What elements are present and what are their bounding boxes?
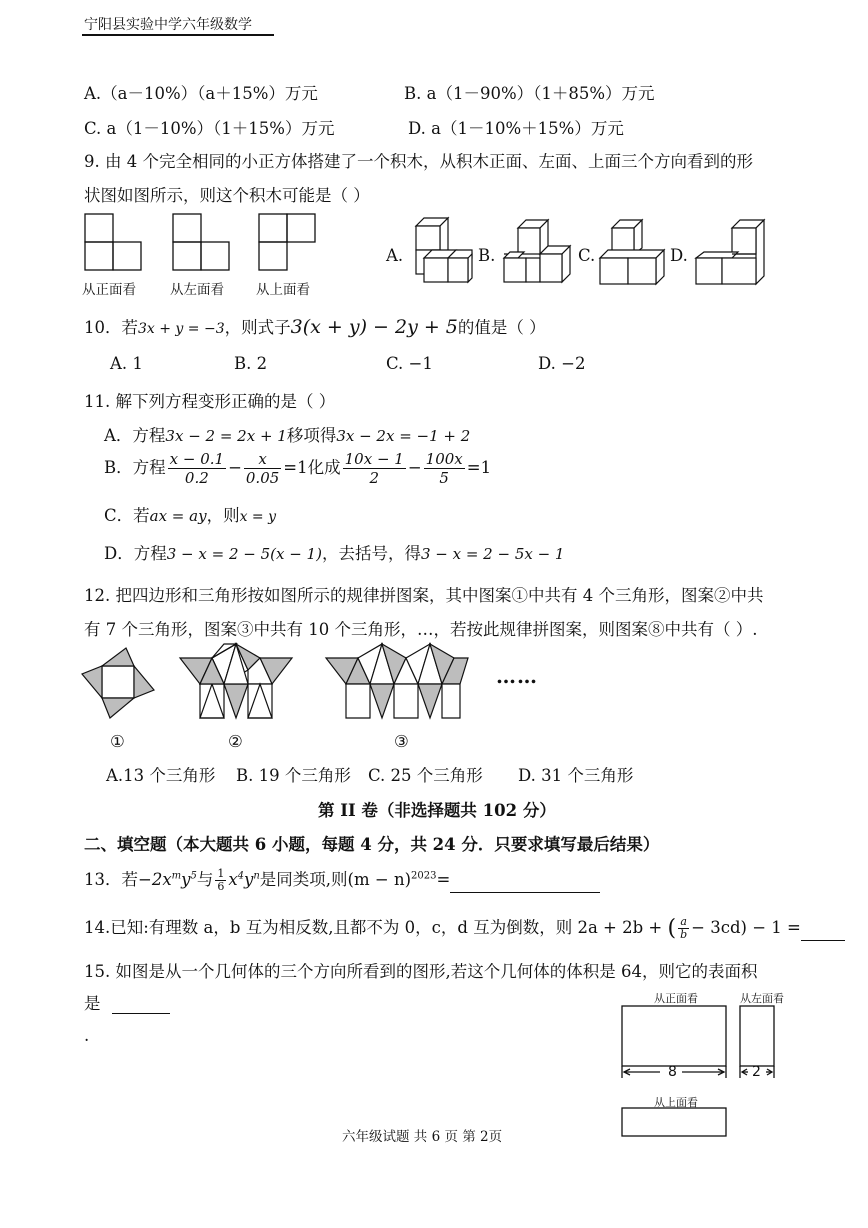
q13-stem xyxy=(84,866,600,893)
q10-option-c: C. −1 xyxy=(386,354,433,373)
q11-b-eq2: =1 xyxy=(466,458,492,477)
q9-option-a-label: A. xyxy=(386,246,404,265)
q15-left-view-caption: 从左面看 xyxy=(740,992,784,1005)
q12-pattern-3 xyxy=(324,642,470,720)
q13-prefix: 13．若 xyxy=(84,870,138,889)
q13-term1: $-2x^my^5$ xyxy=(138,870,197,889)
q8-option-c: C. a（1－10%）（1＋15%）万元 xyxy=(84,119,335,138)
q11-b-fraction-3: $\frac{10x - 1}{2}$ xyxy=(344,450,404,487)
q9-option-d-label: D. xyxy=(670,246,688,265)
q15-front-left-views xyxy=(620,1004,790,1084)
q8-option-d: D. a（1－10%＋15%）万元 xyxy=(408,119,624,138)
q11-b-prefix: B．方程 xyxy=(104,458,166,477)
q12-pattern-2 xyxy=(178,642,294,720)
q14-fraction: $\frac{a}{b}$ xyxy=(680,915,688,941)
q12-pattern-3-label: ③ xyxy=(394,732,409,751)
q9-top-view-caption: 从上面看 xyxy=(256,282,310,298)
q11-b-eq1: =1 xyxy=(283,458,308,477)
q11-c-prefix: C．若 xyxy=(104,506,150,525)
q11-a-equation: 3x − 2 = 2x + 1 xyxy=(165,427,287,445)
q13-equals: = xyxy=(436,870,451,889)
q14-text: 14.已知:有理数 a，b 互为相反数,且都不为 0，c，d 互为倒数，则 2a + 2b + xyxy=(84,918,668,937)
q11-d-prefix: D．方程 xyxy=(104,544,167,563)
q15-prefix: 是 xyxy=(84,994,101,1013)
q9-option-d-cubes xyxy=(696,218,772,288)
q15-left-view-rect xyxy=(740,1006,774,1066)
q15-top-view xyxy=(620,1106,730,1140)
q9-left-view-caption: 从左面看 xyxy=(170,282,224,298)
q11-a-mid: 移项得 xyxy=(286,426,337,445)
q15-front-view-caption: 从正面看 xyxy=(654,992,698,1005)
q9-stem-line2: 状图如图所示，则这个积木可能是（ ） xyxy=(84,186,370,205)
q8-option-b: B. a（1－90%）（1＋85%）万元 xyxy=(404,84,655,103)
q11-b-fraction-2: $\frac{x}{0.05}$ xyxy=(245,450,280,487)
q12-option-d: D. 31 个三角形 xyxy=(518,766,634,785)
section-2-title: 第 II 卷（非选择题共 102 分） xyxy=(318,801,556,820)
q9-stem-line1: 9. 由 4 个完全相同的小正方体搭建了一个积木，从积木正面、左面、上面三个方向看到的形 xyxy=(84,152,753,171)
q10-option-b: B. 2 xyxy=(234,354,268,373)
q11-b-fraction-4: $\frac{100x}{5}$ xyxy=(425,450,463,487)
q12-pattern-1-label: ① xyxy=(110,732,125,751)
q12-pattern-2-label: ② xyxy=(228,732,243,751)
q12-option-a: A.13 个三角形 xyxy=(106,766,216,785)
q10-expression: 3(x + y) − 2y + 5 xyxy=(290,316,458,338)
q11-a-prefix: A．方程 xyxy=(104,426,166,445)
q10-prefix: 10．若 xyxy=(84,318,138,337)
q14-stem: 14.已知:有理数 a，b 互为相反数,且都不为 0，c，d 互为倒数，则 2a + 2b + ( $\frac{a}{b}$ − 3cd) − 1 = xyxy=(84,914,845,941)
q15-front-view-rect xyxy=(622,1006,726,1066)
q8-option-a: A.（a－10%）（a＋15%）万元 xyxy=(84,84,318,103)
q13-exponent: 2023 xyxy=(411,870,437,882)
q11-stem: 11. 解下列方程变形正确的是（ ） xyxy=(84,392,336,411)
q12-pattern-1 xyxy=(82,646,156,720)
q12-stem-line2: 有 7 个三角形，图案③中共有 10 个三角形，…，若按此规律拼图案，则图案⑧中共有（ ）. xyxy=(84,620,758,639)
q11-d-equation: 3 − x = 2 − 5(x − 1) xyxy=(166,545,322,563)
q15-dimension-width: 2 xyxy=(752,1064,761,1080)
q11-d-mid: ，去括号，得 xyxy=(321,544,421,563)
q11-b-mid: 化成 xyxy=(307,458,341,477)
q9-option-b-cubes xyxy=(504,218,578,288)
page-footer: 六年级试题 共 6 页 第 2页 xyxy=(342,1129,503,1145)
q15-top-view-caption: 从上面看 xyxy=(654,1096,698,1109)
q10-option-d: D. −2 xyxy=(538,354,586,373)
q15-trailing-dot: . xyxy=(84,1026,90,1045)
q13-expression: (m − n) xyxy=(347,870,412,889)
q11-c-result: x = y xyxy=(239,509,276,525)
q13-and: 与 xyxy=(196,870,214,889)
q9-front-view-figure xyxy=(84,213,144,271)
q13-term2: $x^4y^n$ xyxy=(228,870,260,889)
q10-mid: ，则式子 xyxy=(224,318,291,337)
q11-d-result: 3 − x = 2 − 5x − 1 xyxy=(420,545,565,563)
q9-option-c-cubes xyxy=(600,218,670,288)
q9-option-b-label: B. xyxy=(478,246,496,265)
q11-c-mid: ，则 xyxy=(206,506,240,525)
q15-stem-line1: 15. 如图是从一个几何体的三个方向所看到的图形,若这个几何体的体积是 64，则它的表面积 xyxy=(84,962,758,981)
q13-mid: 是同类项,则 xyxy=(259,870,348,889)
q12-option-b: B. 19 个三角形 xyxy=(236,766,351,785)
q15-answer-blank[interactable] xyxy=(112,997,170,1014)
q14-tail: − 3cd) − 1 = xyxy=(691,918,801,937)
q9-option-c-label: C. xyxy=(578,246,596,265)
q11-option-c xyxy=(104,502,276,526)
q9-top-view-figure xyxy=(258,213,318,271)
q11-option-b: B．方程 $\frac{x - 0.1}{0.2}$ − $\frac{x}{0.05}$ =1化成 $\frac{10x - 1}{2}$ − $\frac{100x}{5}$ =1 xyxy=(104,450,492,487)
q11-b-fraction-1: $\frac{x - 0.1}{0.2}$ xyxy=(169,450,225,487)
q9-option-a-cubes xyxy=(412,216,472,292)
q11-c-condition: ax = ay xyxy=(149,507,207,525)
q10-suffix: 的值是（ ） xyxy=(457,318,546,337)
q10-option-a: A. 1 xyxy=(110,354,143,373)
q11-a-result: 3x − 2x = −1 + 2 xyxy=(336,427,471,445)
q13-fraction: $\frac{1}{6}$ xyxy=(217,867,225,893)
q15-stem-line2 xyxy=(84,990,170,1014)
q12-option-c: C. 25 个三角形 xyxy=(368,766,483,785)
q10-stem xyxy=(84,314,546,338)
q10-condition: 3x + y = −3 xyxy=(138,321,225,337)
q11-option-d xyxy=(104,540,564,564)
q15-dimension-length: 8 xyxy=(668,1064,677,1080)
q9-front-view-caption: 从正面看 xyxy=(82,282,136,298)
q11-option-a xyxy=(104,422,470,446)
header-rule xyxy=(82,34,274,36)
section-2-subtitle: 二、填空题（本大题共 6 小题，每题 4 分，共 24 分．只要求填写最后结果） xyxy=(84,835,660,854)
q13-answer-blank[interactable] xyxy=(450,876,600,893)
q12-stem-line1: 12. 把四边形和三角形按如图所示的规律拼图案，其中图案①中共有 4 个三角形，图案②中共 xyxy=(84,586,764,605)
q12-continuation-dots: …… xyxy=(496,664,538,688)
page-header-title: 宁阳县实验中学六年级数学 xyxy=(84,17,252,33)
q14-answer-blank[interactable] xyxy=(801,924,845,941)
q9-left-view-figure xyxy=(172,213,232,271)
